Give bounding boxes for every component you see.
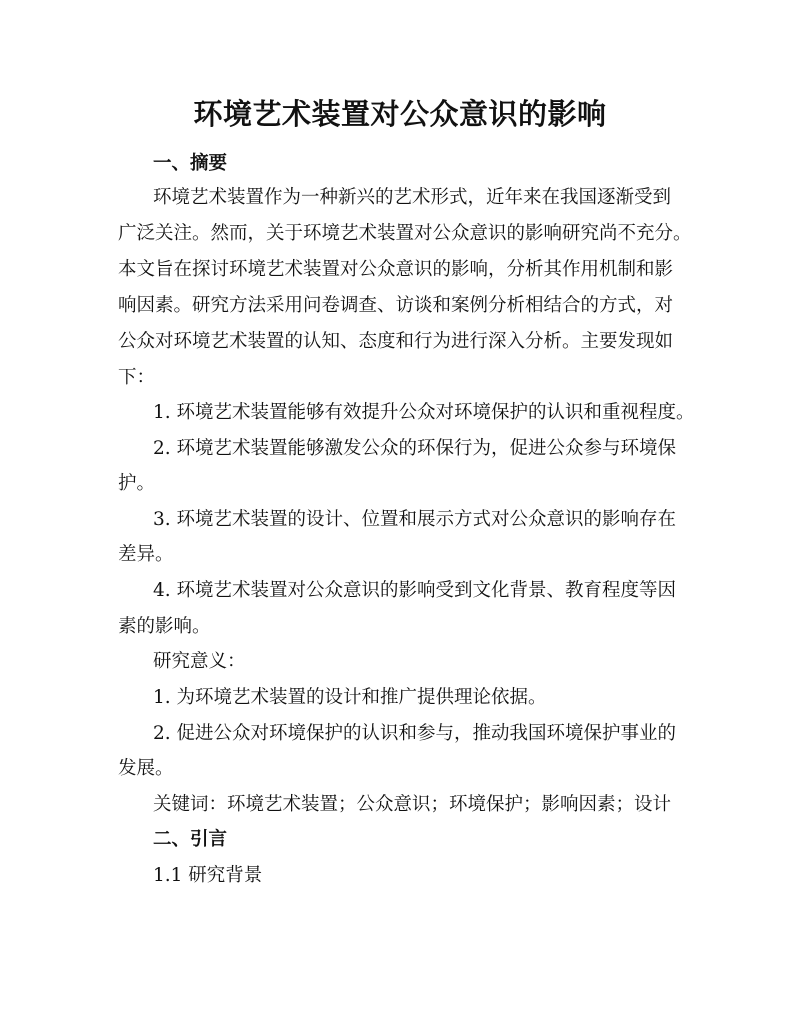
significance-heading: 研究意义： (153, 651, 246, 672)
significance-item: 1. 为环境艺术装置的设计和推广提供理论依据。 (153, 687, 547, 708)
finding-item: 2. 环境艺术装置能够激发公众的环保行为，促进公众参与环境保 (153, 438, 677, 459)
abstract-line: 响因素。研究方法采用问卷调查、访谈和案例分析相结合的方式，对 (118, 295, 674, 316)
significance-item: 2. 促进公众对环境保护的认识和参与，推动我国环境保护事业的 (153, 723, 677, 744)
significance-item-continuation: 发展。 (118, 758, 174, 779)
subsection-heading-background: 1.1 研究背景 (153, 865, 263, 886)
abstract-line: 广泛关注。然而，关于环境艺术装置对公众意识的影响研究尚不充分。 (118, 223, 692, 244)
section-heading-abstract: 一、摘要 (153, 153, 228, 174)
finding-item-continuation: 护。 (118, 473, 156, 494)
document-title: 环境艺术装置对公众意识的影响 (193, 97, 607, 131)
keywords-line: 关键词：环境艺术装置；公众意识；环境保护；影响因素；设计 (153, 794, 672, 815)
finding-item-continuation: 差异。 (118, 544, 174, 565)
abstract-line: 下： (118, 367, 156, 388)
finding-item-continuation: 素的影响。 (118, 616, 211, 637)
abstract-line: 环境艺术装置作为一种新兴的艺术形式，近年来在我国逐渐受到 (153, 187, 672, 208)
finding-item: 3. 环境艺术装置的设计、位置和展示方式对公众意识的影响存在 (153, 509, 677, 530)
finding-item: 4. 环境艺术装置对公众意识的影响受到文化背景、教育程度等因 (153, 580, 677, 601)
abstract-line: 本文旨在探讨环境艺术装置对公众意识的影响，分析其作用机制和影 (118, 259, 674, 280)
abstract-line: 公众对环境艺术装置的认知、态度和行为进行深入分析。主要发现如 (118, 331, 674, 352)
finding-item: 1. 环境艺术装置能够有效提升公众对环境保护的认识和重视程度。 (153, 402, 695, 423)
section-heading-introduction: 二、引言 (153, 829, 228, 850)
